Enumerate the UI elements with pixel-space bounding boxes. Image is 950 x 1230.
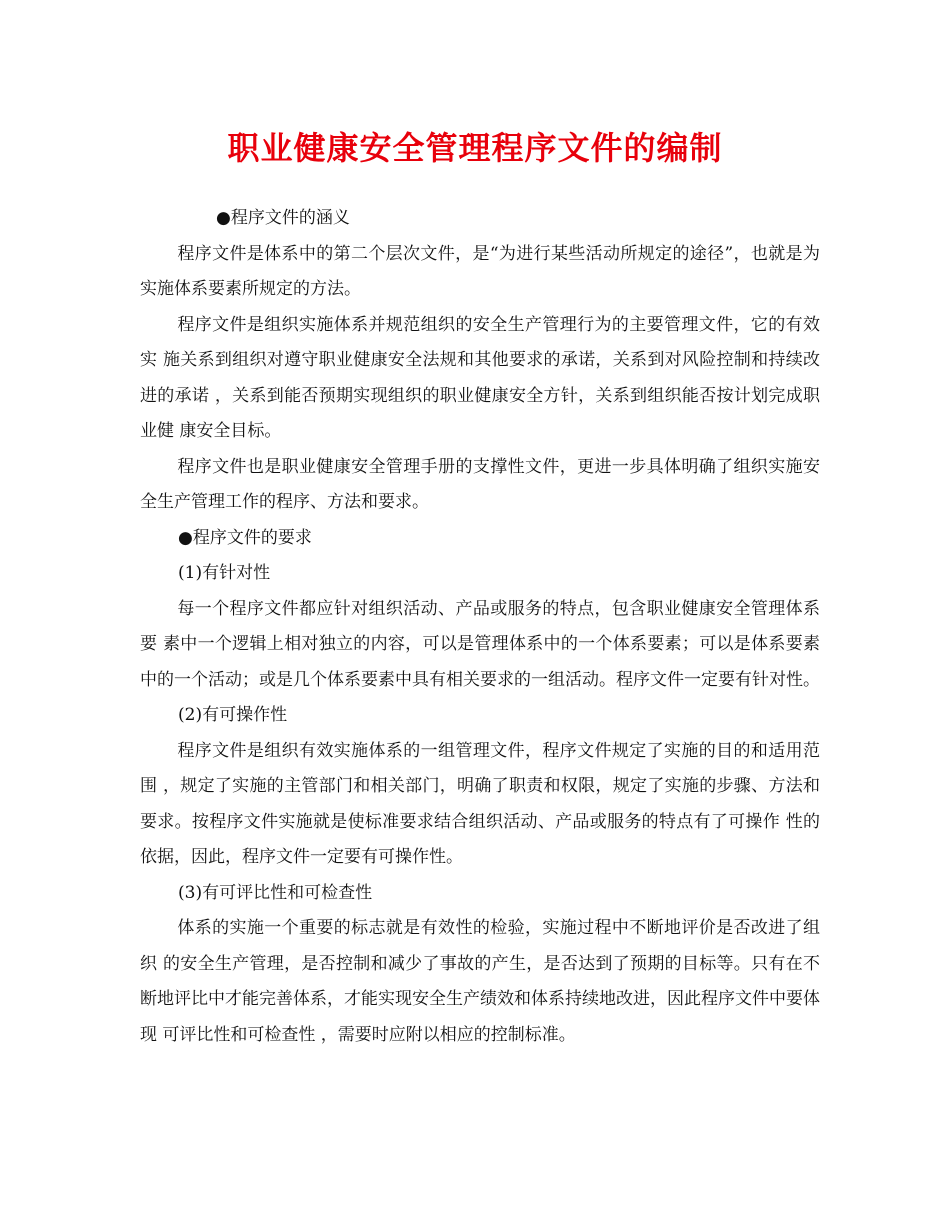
paragraph-support: 程序文件也是职业健康安全管理手册的支撑性文件，更进一步具体明确了组织实施安全生产管理工作的程序、方法和要求。 (140, 456, 820, 512)
document-body (140, 201, 820, 1053)
paragraph-importance: 程序文件是组织实施体系并规范组织的安全生产管理行为的主要管理文件，它的有效实 施关系到组织对遵守职业健康安全法规和其他要求的承诺，关系到对风险控制和持续改进的承诺 ，关系到能否预期实现组织的职业健康安全方针，关系到组织能否按计划完成职业健 康安全目标。 (140, 314, 820, 441)
subheading-targeted: (1)有针对性 (178, 563, 271, 583)
paragraph-operable: 程序文件是组织有效实施体系的一组管理文件，程序文件规定了实施的目的和适用范 围 ，规定了实施的主管部门和相关部门，明确了职责和权限，规定了实施的步骤、方法和要求。按程序文件实施就是使标准要求结合组织活动、产品或服务的特点有了可操作 性的依据，因此，程序文件一定要有可操作性。 (140, 740, 820, 867)
paragraph-evaluable: 体系的实施一个重要的标志就是有效性的检验，实施过程中不断地评价是否改进了组织 的安全生产管理，是否控制和减少了事故的产生，是否达到了预期的目标等。只有在不断地评比中才能完善体系，才能实现安全生产绩效和体系持续地改进，因此程序文件中要体现 可评比性和可检查性 ，需要时应附以相应的控制标准。 (140, 918, 820, 1045)
subheading-evaluable: (3)有可评比性和可检查性 (178, 882, 373, 903)
paragraph-definition: 程序文件是体系中的第二个层次文件，是“为进行某些活动所规定的途径”，也就是为 实施体系要素所规定的方法。 (140, 243, 820, 299)
document-title: 职业健康安全管理程序文件的编制 (227, 129, 723, 167)
subheading-operable: (2)有可操作性 (178, 705, 288, 725)
section-heading-requirements: ●程序文件的要求 (178, 527, 312, 548)
section-heading-meaning: ●程序文件的涵义 (216, 208, 350, 228)
paragraph-targeted: 每一个程序文件都应针对组织活动、产品或服务的特点，包含职业健康安全管理体系要 素中一个逻辑上相对独立的内容，可以是管理体系中的一个体系要素；可以是体系要素中的一个活动；或是几个体系要素中具有相关要求的一组活动。程序文件一定要有针对性。 (140, 598, 820, 690)
